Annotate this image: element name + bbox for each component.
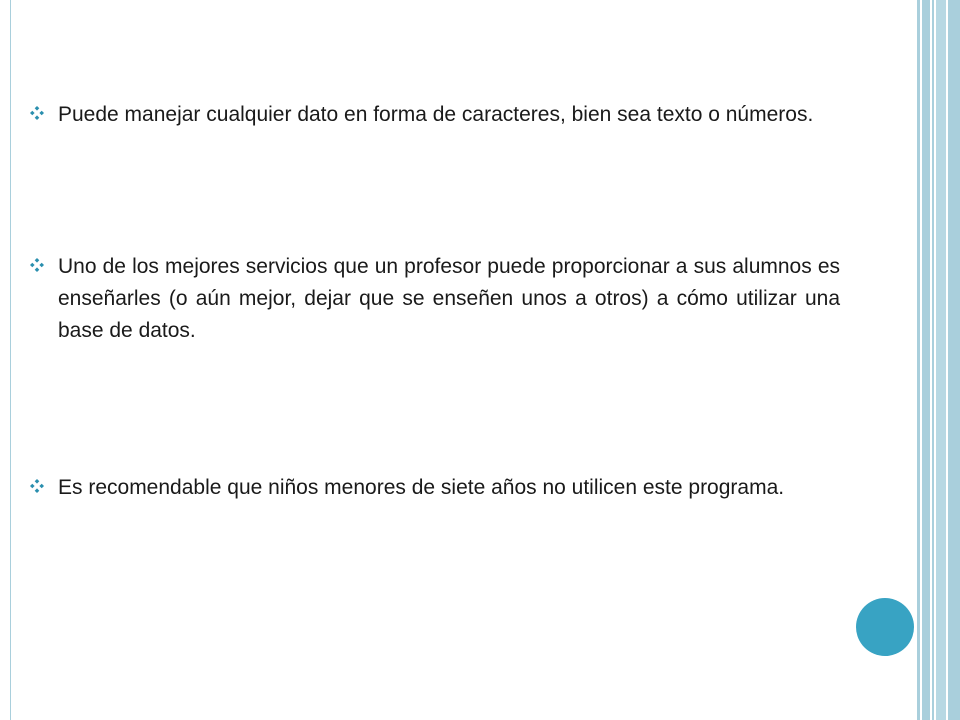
four-diamond-bullet-icon: [30, 106, 44, 120]
bullet-item: [30, 251, 840, 347]
stripe: [948, 0, 960, 720]
bullet-item: [30, 99, 840, 131]
bullet-text: Uno de los mejores servicios que un profesor puede proporcionar a sus alumnos es enseñarles (o aún mejor, dejar que se enseñen unos a otros) a cómo utilizar una base de datos.: [58, 255, 840, 342]
bullet-text: Puede manejar cualquier dato en forma de caracteres, bien sea texto o números.: [58, 103, 814, 126]
four-diamond-bullet-icon: [30, 258, 44, 272]
accent-circle: [856, 598, 914, 656]
stripe: [917, 0, 920, 720]
bullet-text: Es recomendable que niños menores de siete años no utilicen este programa.: [58, 476, 785, 499]
stripe: [922, 0, 930, 720]
stripe: [936, 0, 946, 720]
four-diamond-bullet-icon: [30, 479, 44, 493]
stripe: [932, 0, 934, 720]
left-frame-line: [10, 0, 11, 720]
bullet-item: [30, 472, 840, 504]
